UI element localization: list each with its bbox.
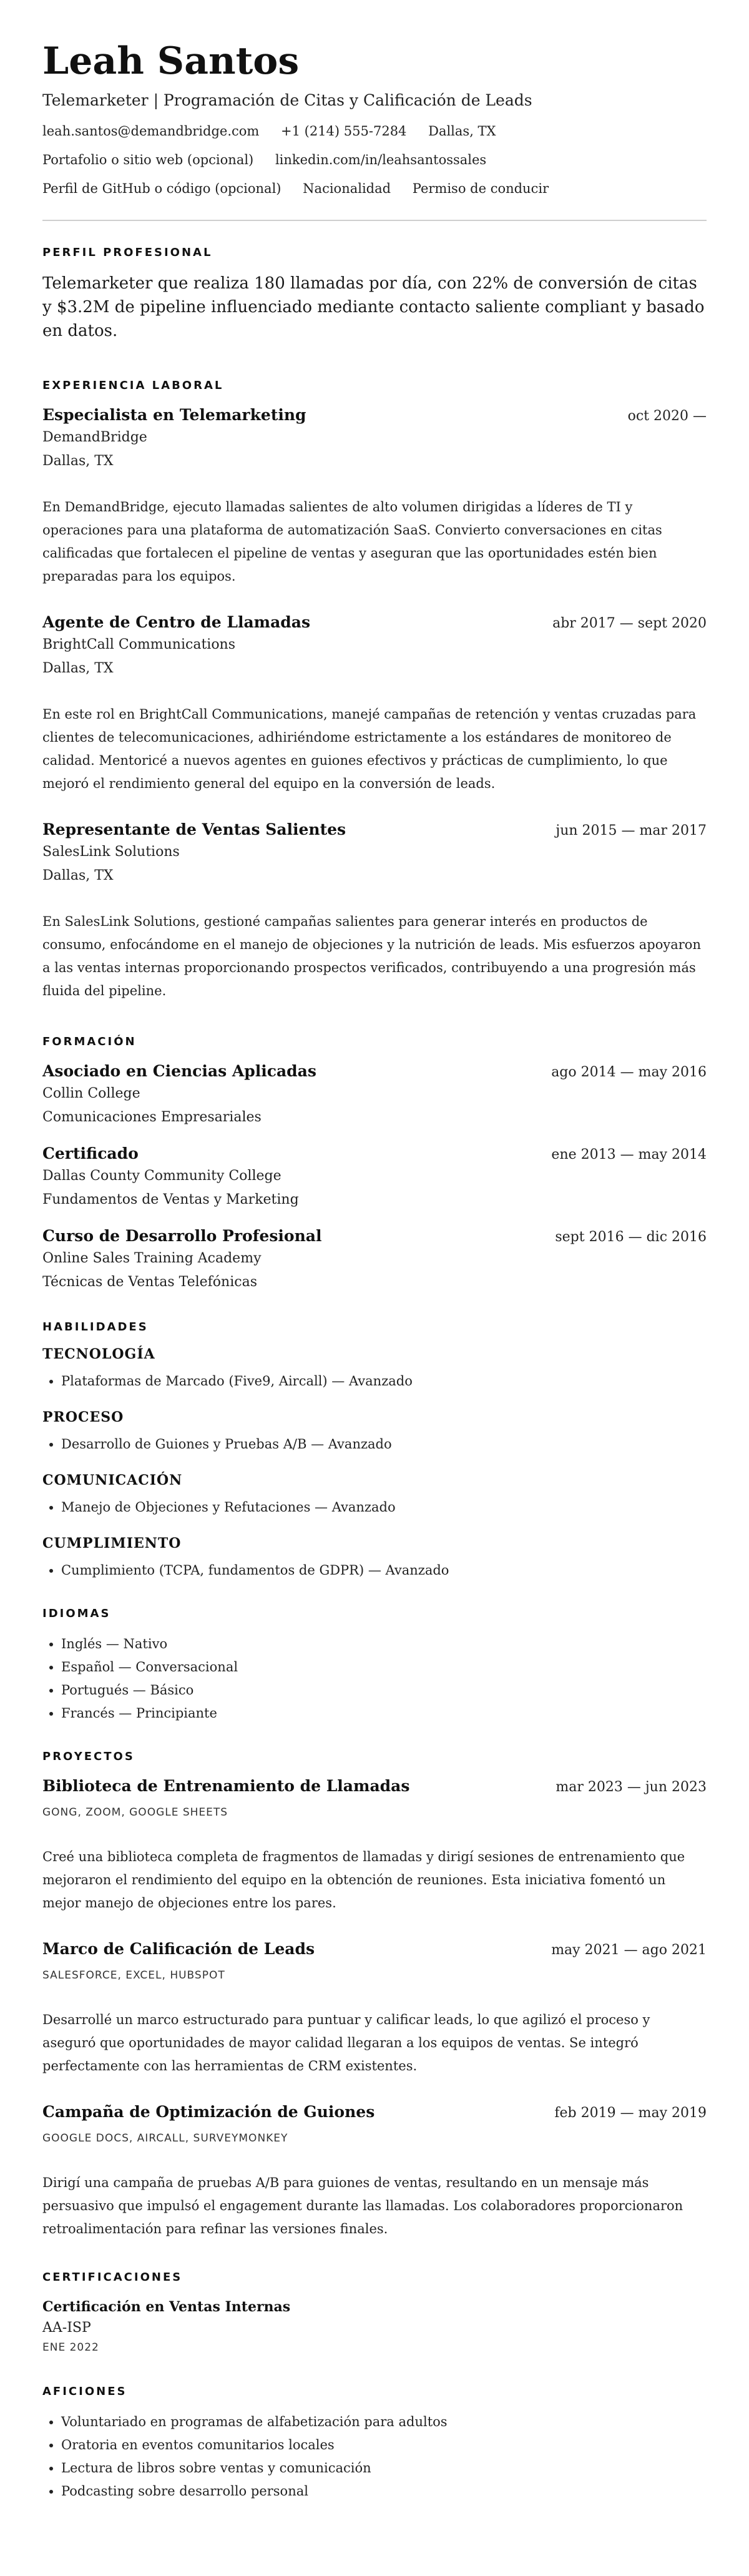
section-title-experience: EXPERIENCIA LABORAL [42, 379, 224, 392]
project-description: Dirigí una campaña de pruebas A/B para guiones de ventas, resultando en un mensaje más persuasivo que impulsó el engagement durante las llamadas. Los colaboradores proporcionaron retroalimentación para refinar las versiones finales. [42, 2175, 683, 2236]
job-description: En DemandBridge, ejecuto llamadas salientes de alto volumen dirigidas a líderes de TI y operaciones para una plataforma de automatización SaaS. Convierto conversaciones en citas calificadas que fortalecen el pipeline de ventas y aseguran que las oportunidades estén bien preparadas para los equipos. [42, 499, 662, 584]
project-item [42, 1776, 707, 1915]
certification-name: Certificación en Ventas Internas [42, 2299, 291, 2315]
degree-title: Certificado [42, 1144, 139, 1163]
language-list [42, 1633, 707, 1725]
school-name: Dallas County Community College [42, 1168, 281, 1184]
skill-item: • Manejo de Objeciones y Refutaciones — Avanzado [61, 1496, 707, 1519]
contact-row-1 [42, 122, 707, 140]
section-title-certifications: CERTIFICACIONES [42, 2271, 183, 2284]
hobby-item: • Voluntariado en programas de alfabetización para adultos [61, 2411, 707, 2434]
project-tech: GOOGLE DOCS, AIRCALL, SURVEYMONKEY [42, 2132, 288, 2145]
education-dates: ago 2014 — may 2016 [551, 1064, 707, 1080]
header-divider [42, 220, 707, 221]
section-title-languages: IDIOMAS [42, 1607, 111, 1620]
job-dates: abr 2017 — sept 2020 [552, 616, 707, 631]
skill-list [42, 1496, 707, 1519]
experience-item [42, 819, 707, 1003]
project-item [42, 1939, 707, 2078]
field-of-study: Fundamentos de Ventas y Marketing [42, 1192, 299, 1207]
project-description: Creé una biblioteca completa de fragmentos de llamadas y dirigí sesiones de entrenamiento que mejoraron el rendimiento del equipo en la obtención de reuniones. Esta iniciativa fomentó un mejor manejo de objeciones entre los pares. [42, 1849, 685, 1910]
skill-category: PROCESO [42, 1409, 124, 1425]
job-title: Especialista en Telemarketing [42, 406, 306, 424]
field-of-study: Técnicas de Ventas Telefónicas [42, 1274, 257, 1290]
degree-title: Asociado en Ciencias Aplicadas [42, 1062, 316, 1080]
contact-row-2 [42, 151, 707, 169]
skill-list [42, 1433, 707, 1456]
company-name: DemandBridge [42, 430, 147, 445]
portfolio-link[interactable]: Portafolio o sitio web (opcional) [42, 152, 254, 167]
job-description: En SalesLink Solutions, gestioné campañas salientes para generar interés en productos de consumo, enfocándome en el manejo de objeciones y la nutrición de leads. Mis esfuerzos apoyaron a las ventas internas proporcionando prospectos verificados, contribuyendo a una progresión más fluida del pipeline. [42, 914, 701, 998]
degree-title: Curso de Desarrollo Profesional [42, 1227, 322, 1245]
section-title-hobbies: AFICIONES [42, 2385, 127, 2398]
section-title-education: FORMACIÓN [42, 1035, 137, 1048]
section-title-skills: HABILIDADES [42, 1320, 149, 1334]
language-item: • Español — Conversacional [61, 1656, 707, 1679]
job-description: En este rol en BrightCall Communications, manejé campañas de retención y ventas cruzadas para clientes de telecomunicaciones, adhiriéndome estrictamente a los estándares de monitoreo de calidad. Mentoricé a nuevos agentes en guiones efectivos y prácticas de cumplimiento, lo que mejoró el rendimiento general del equipo en la conversión de leads. [42, 707, 697, 791]
project-tech: GONG, ZOOM, GOOGLE SHEETS [42, 1806, 228, 1819]
education-item [42, 1061, 707, 1128]
phone-link[interactable]: +1 (214) 555-7284 [281, 124, 407, 139]
skill-category: CUMPLIMIENTO [42, 1535, 182, 1551]
job-location: Dallas, TX [42, 661, 114, 676]
linkedin-link[interactable]: linkedin.com/in/leahsantossales [275, 152, 487, 167]
summary-text: Telemarketer que realiza 180 llamadas por día, con 22% de conversión de citas y $3.2M de pipeline influenciado mediante contacto saliente compliant y basado en datos. [42, 274, 705, 340]
project-name: Campaña de Optimización de Guiones [42, 2103, 375, 2121]
section-title-projects: PROYECTOS [42, 1750, 135, 1763]
certification-date: ENE 2022 [42, 2341, 99, 2354]
field-of-study: Comunicaciones Empresariales [42, 1109, 262, 1125]
skill-item: • Plataformas de Marcado (Five9, Aircall) — Avanzado [61, 1370, 707, 1393]
candidate-name: Leah Santos [42, 39, 300, 83]
education-item [42, 1143, 707, 1211]
project-description: Desarrollé un marco estructurado para puntuar y calificar leads, lo que agilizó el proceso y aseguró que oportunidades de mayor calidad llegaran a los equipos de ventas. Se integró perfectamente con las herramientas de CRM existentes. [42, 2012, 650, 2073]
project-dates: feb 2019 — may 2019 [554, 2105, 707, 2121]
project-tech: SALESFORCE, EXCEL, HUBSPOT [42, 1969, 225, 1982]
github-link[interactable]: Perfil de GitHub o código (opcional) [42, 181, 281, 196]
hobby-item: • Lectura de libros sobre ventas y comunicación [61, 2457, 707, 2480]
language-item: • Inglés — Nativo [61, 1633, 707, 1656]
job-dates: jun 2015 — mar 2017 [556, 823, 707, 838]
project-name: Marco de Calificación de Leads [42, 1940, 315, 1958]
email-link[interactable]: leah.santos@demandbridge.com [42, 124, 260, 139]
job-title: Agente de Centro de Llamadas [42, 613, 311, 631]
skill-item: • Cumplimiento (TCPA, fundamentos de GDPR) — Avanzado [61, 1559, 707, 1582]
education-item [42, 1226, 707, 1293]
company-name: BrightCall Communications [42, 637, 236, 652]
project-name: Biblioteca de Entrenamiento de Llamadas [42, 1777, 410, 1795]
section-title-summary: PERFIL PROFESIONAL [42, 246, 213, 259]
skill-list [42, 1370, 707, 1393]
contact-row-3 [42, 180, 707, 197]
experience-item [42, 612, 707, 795]
skill-item: • Desarrollo de Guiones y Pruebas A/B — Avanzado [61, 1433, 707, 1456]
experience-item [42, 405, 707, 588]
headline: Telemarketer | Programación de Citas y Calificación de Leads [42, 91, 532, 109]
certification-item [42, 2296, 707, 2356]
school-name: Online Sales Training Academy [42, 1251, 262, 1266]
hobby-item: • Podcasting sobre desarrollo personal [61, 2480, 707, 2503]
location: Dallas, TX [428, 124, 496, 139]
job-location: Dallas, TX [42, 868, 114, 883]
project-dates: may 2021 — ago 2021 [551, 1942, 707, 1958]
skill-category: TECNOLOGÍA [42, 1346, 155, 1362]
driving-license: Permiso de conducir [412, 181, 549, 196]
job-dates: oct 2020 — [627, 408, 707, 424]
project-dates: mar 2023 — jun 2023 [556, 1779, 707, 1795]
language-item: • Portugués — Básico [61, 1679, 707, 1702]
project-item [42, 2102, 707, 2241]
company-name: SalesLink Solutions [42, 844, 180, 860]
certification-issuer: AA-ISP [42, 2320, 91, 2336]
hobby-list [42, 2411, 707, 2503]
education-dates: sept 2016 — dic 2016 [555, 1229, 707, 1245]
education-dates: ene 2013 — may 2014 [551, 1147, 707, 1163]
school-name: Collin College [42, 1086, 140, 1101]
hobby-item: • Oratoria en eventos comunitarios locales [61, 2434, 707, 2457]
nationality: Nacionalidad [303, 181, 391, 196]
skill-category: COMUNICACIÓN [42, 1472, 183, 1488]
skill-list [42, 1559, 707, 1582]
job-location: Dallas, TX [42, 453, 114, 469]
job-title: Representante de Ventas Salientes [42, 820, 346, 838]
language-item: • Francés — Principiante [61, 1702, 707, 1725]
